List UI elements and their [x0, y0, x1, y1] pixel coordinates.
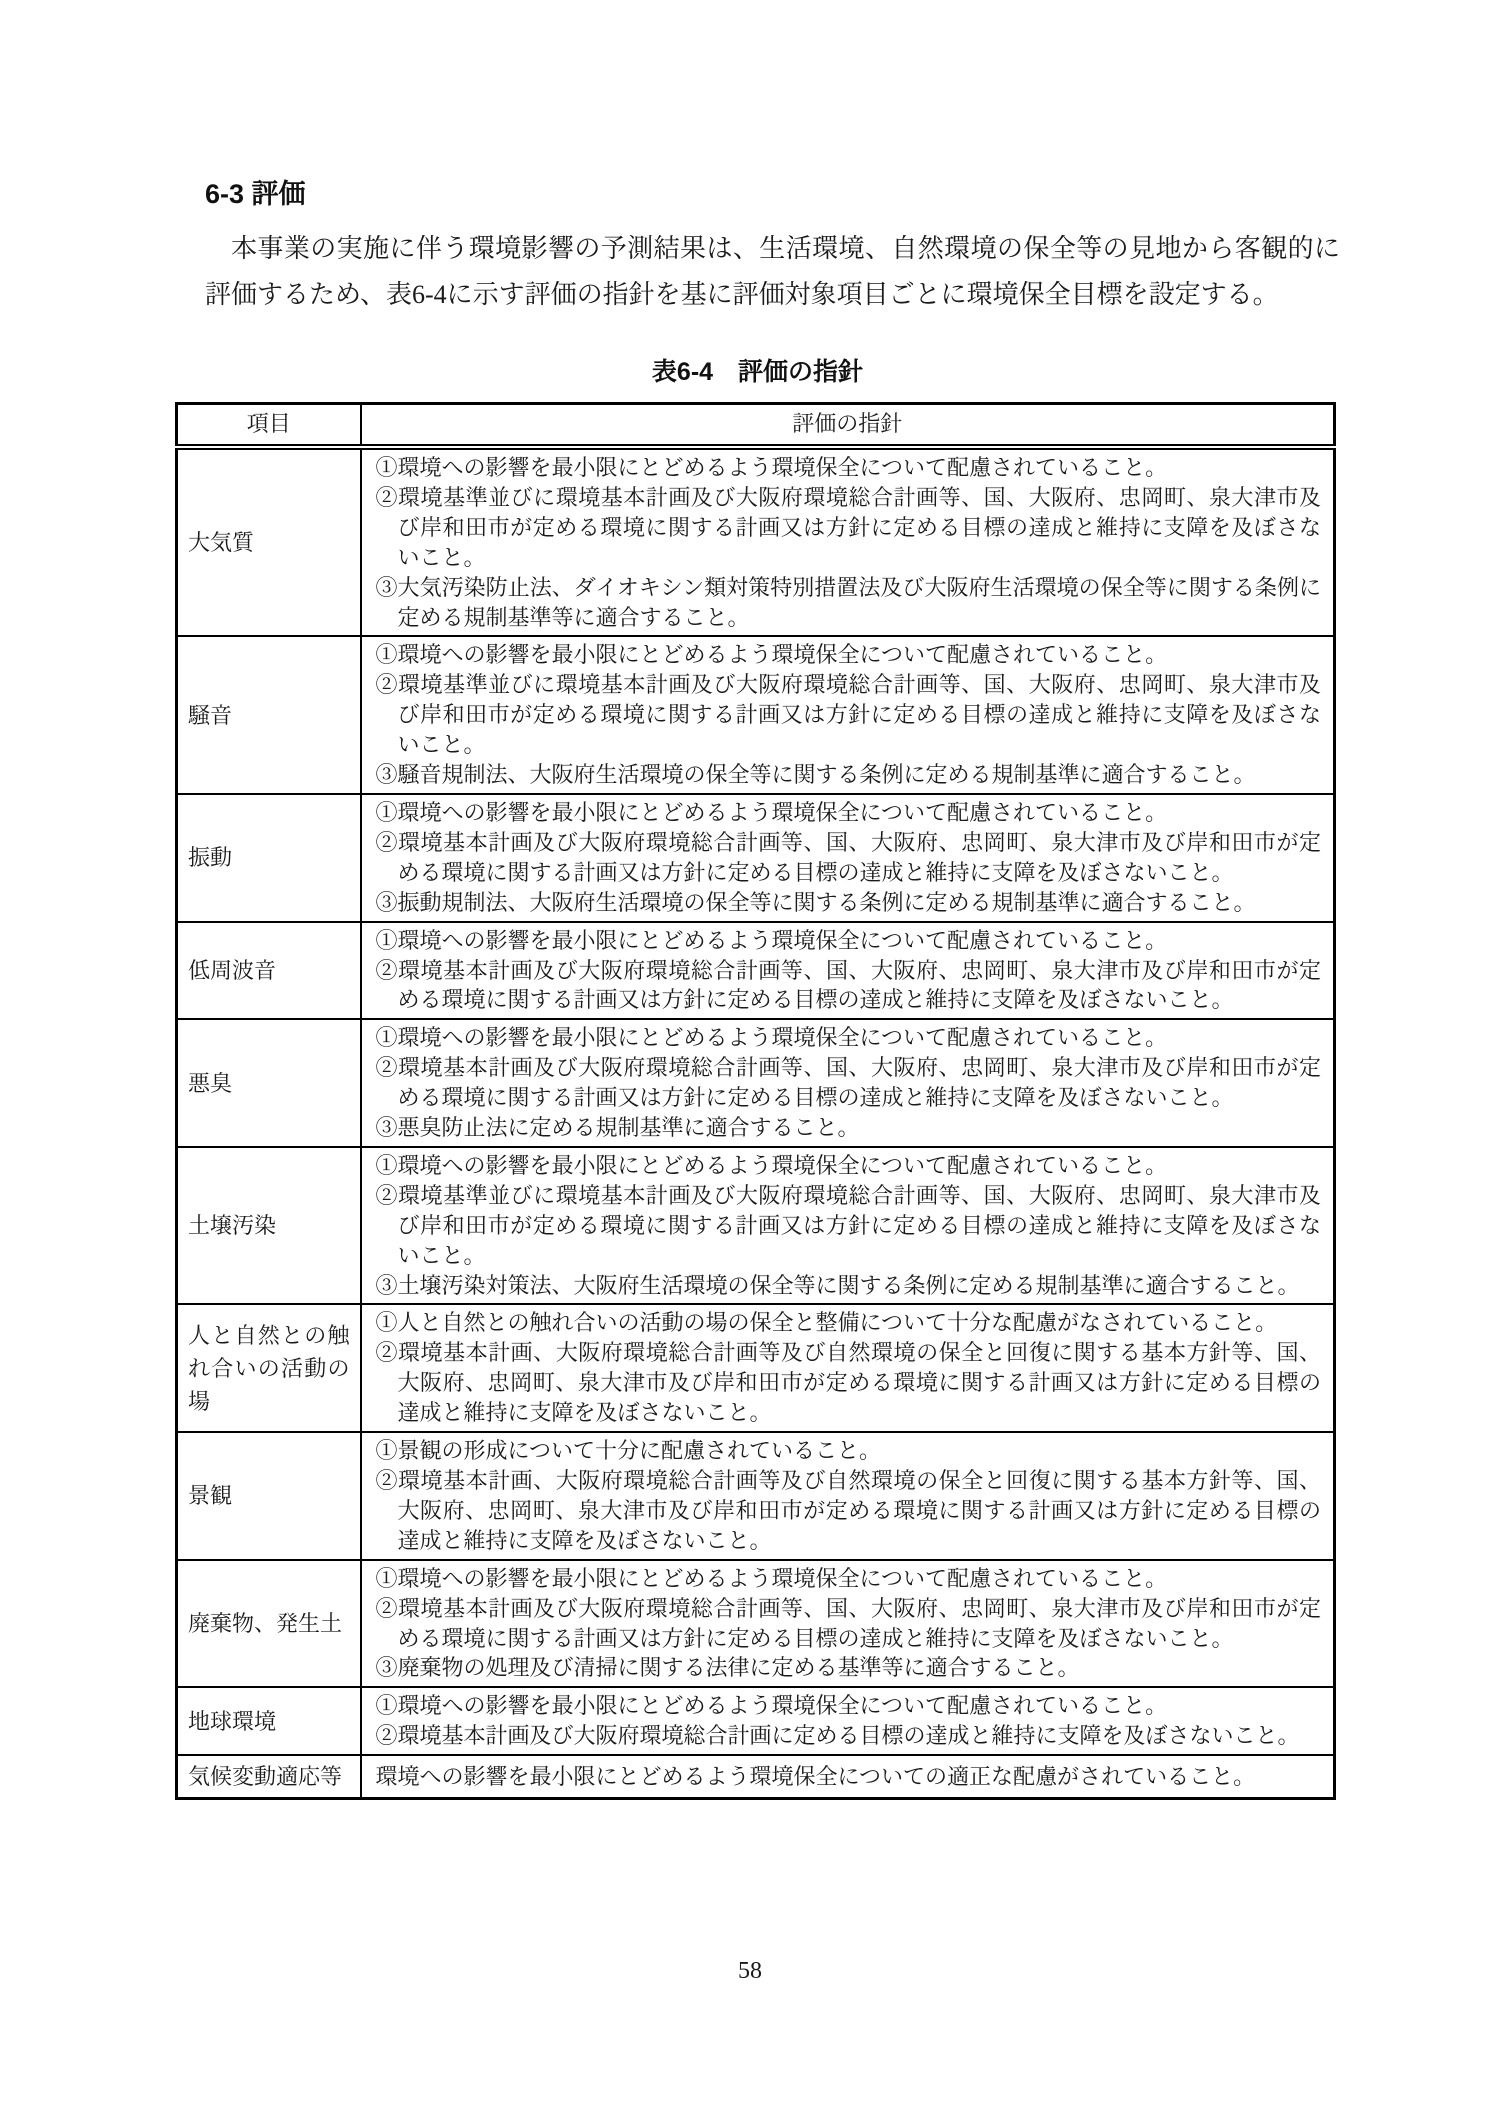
item-cell: 人と自然との触れ合いの活動の場 [177, 1304, 361, 1432]
guideline-text: ②環境基本計画、大阪府環境総合計画等及び自然環境の保全と回復に関する基本方針等、国、大阪府、忠岡町、泉大津市及び岸和田市が定める環境に関する計画又は方針に定める目標の達成と維持に支障を及ぼさないこと。 [375, 1340, 1321, 1426]
guideline-cell [361, 1304, 1335, 1432]
guideline-cell [361, 636, 1335, 794]
item-cell: 土壌汚染 [177, 1147, 361, 1305]
table-row [177, 1019, 1335, 1147]
guideline-text: ②環境基本計画及び大阪府環境総合計画に定める目標の達成と維持に支障を及ぼさないこと。 [375, 1723, 1300, 1749]
page-number: 58 [738, 1958, 762, 1984]
guideline-cell [361, 1147, 1335, 1305]
header-guideline: 評価の指針 [361, 404, 1335, 447]
item-cell: 悪臭 [177, 1019, 361, 1147]
guideline-text: ③悪臭防止法に定める規制基準に適合すること。 [375, 1115, 860, 1141]
guideline-text: ③振動規制法、大阪府生活環境の保全等に関する条例に定める規制基準に適合すること。 [375, 889, 1256, 915]
evaluation-table [175, 402, 1336, 1800]
table-row [177, 1687, 1335, 1755]
item-cell: 気候変動適応等 [177, 1755, 361, 1799]
guideline-cell [361, 922, 1335, 1020]
guideline-cell [361, 1755, 1335, 1799]
table-row [177, 636, 1335, 794]
guideline-text: ①人と自然との触れ合いの活動の場の保全と整備について十分な配慮がなされていること。 [375, 1310, 1278, 1336]
guideline-text: ②環境基本計画及び大阪府環境総合計画等、国、大阪府、忠岡町、泉大津市及び岸和田市が定める環境に関する計画又は方針に定める目標の達成と維持に支障を及ぼさないこと。 [375, 1595, 1321, 1651]
guideline-text: ③土壌汚染対策法、大阪府生活環境の保全等に関する条例に定める規制基準に適合すること。 [375, 1272, 1300, 1298]
guideline-text: ③騒音規制法、大阪府生活環境の保全等に関する条例に定める規制基準に適合すること。 [375, 762, 1256, 788]
table-row [177, 1432, 1335, 1560]
guideline-text: ②環境基準並びに環境基本計画及び大阪府環境総合計画等、国、大阪府、忠岡町、泉大津市及び岸和田市が定める環境に関する計画又は方針に定める目標の達成と維持に支障を及ぼさないこと。 [375, 484, 1321, 570]
guideline-text: ②環境基本計画及び大阪府環境総合計画等、国、大阪府、忠岡町、泉大津市及び岸和田市が定める環境に関する計画又は方針に定める目標の達成と維持に支障を及ぼさないこと。 [375, 957, 1321, 1013]
item-cell: 大気質 [177, 447, 361, 636]
guideline-cell [361, 1560, 1335, 1688]
table-header-row [177, 404, 1335, 447]
table-row [177, 922, 1335, 1020]
guideline-text: ②環境基準並びに環境基本計画及び大阪府環境総合計画等、国、大阪府、忠岡町、泉大津市及び岸和田市が定める環境に関する計画又は方針に定める目標の達成と維持に支障を及ぼさないこと。 [375, 1182, 1321, 1268]
guideline-text: ③大気汚染防止法、ダイオキシン類対策特別措置法及び大阪府生活環境の保全等に関する条例に定める規制基準等に適合すること。 [375, 574, 1321, 630]
table-row [177, 794, 1335, 922]
guideline-text: ②環境基本計画及び大阪府環境総合計画等、国、大阪府、忠岡町、泉大津市及び岸和田市が定める環境に関する計画又は方針に定める目標の達成と維持に支障を及ぼさないこと。 [375, 1055, 1321, 1111]
guideline-text: ①環境への影響を最小限にとどめるよう環境保全について配慮されていること。 [375, 1152, 1168, 1178]
guideline-cell [361, 1687, 1335, 1755]
guideline-text: ①環境への影響を最小限にとどめるよう環境保全について配慮されていること。 [375, 642, 1168, 668]
item-cell: 低周波音 [177, 922, 361, 1020]
guideline-cell [361, 1019, 1335, 1147]
header-item: 項目 [177, 404, 361, 447]
guideline-text: ③廃棄物の処理及び清掃に関する法律に定める基準等に適合すること。 [375, 1655, 1080, 1681]
guideline-text: ①環境への影響を最小限にとどめるよう環境保全について配慮されていること。 [375, 927, 1168, 953]
guideline-text: ①環境への影響を最小限にとどめるよう環境保全について配慮されていること。 [375, 1565, 1168, 1591]
guideline-text: 環境への影響を最小限にとどめるよう環境保全についての適正な配慮がされていること。 [375, 1763, 1256, 1789]
item-cell: 景観 [177, 1432, 361, 1560]
item-cell: 騒音 [177, 636, 361, 794]
guideline-text: ①環境への影響を最小限にとどめるよう環境保全について配慮されていること。 [375, 799, 1168, 825]
guideline-text: ①環境への影響を最小限にとどめるよう環境保全について配慮されていること。 [375, 455, 1168, 481]
guideline-text: ①景観の形成について十分に配慮されていること。 [375, 1438, 882, 1464]
section-heading: 6-3 評価 [205, 179, 306, 209]
item-cell: 廃棄物、発生土 [177, 1560, 361, 1688]
guideline-cell [361, 794, 1335, 922]
table-row [177, 1147, 1335, 1305]
table-row [177, 447, 1335, 636]
evaluation-table-body [177, 447, 1335, 1799]
guideline-text: ①環境への影響を最小限にとどめるよう環境保全について配慮されていること。 [375, 1025, 1168, 1051]
guideline-cell [361, 1432, 1335, 1560]
table-row [177, 1304, 1335, 1432]
guideline-text: ①環境への影響を最小限にとどめるよう環境保全について配慮されていること。 [375, 1693, 1168, 1719]
guideline-text: ②環境基本計画及び大阪府環境総合計画等、国、大阪府、忠岡町、泉大津市及び岸和田市が定める環境に関する計画又は方針に定める目標の達成と維持に支障を及ぼさないこと。 [375, 829, 1321, 885]
table-title: 表6-4 評価の指針 [651, 358, 864, 387]
guideline-text: ②環境基本計画、大阪府環境総合計画等及び自然環境の保全と回復に関する基本方針等、国、大阪府、忠岡町、泉大津市及び岸和田市が定める環境に関する計画又は方針に定める目標の達成と維持に支障を及ぼさないこと。 [375, 1468, 1321, 1553]
item-cell: 地球環境 [177, 1687, 361, 1755]
guideline-cell [361, 447, 1335, 636]
table-row [177, 1755, 1335, 1799]
table-row [177, 1560, 1335, 1688]
guideline-text: ②環境基準並びに環境基本計画及び大阪府環境総合計画等、国、大阪府、忠岡町、泉大津市及び岸和田市が定める環境に関する計画又は方針に定める目標の達成と維持に支障を及ぼさないこと。 [375, 672, 1321, 758]
item-cell: 振動 [177, 794, 361, 922]
body-paragraph: 本事業の実施に伴う環境影響の予測結果は、生活環境、自然環境の保全等の見地から客観的に評価するため、表6-4に示す評価の指針を基に評価対象項目ごとに環境保全目標を設定する。 [205, 234, 1340, 310]
